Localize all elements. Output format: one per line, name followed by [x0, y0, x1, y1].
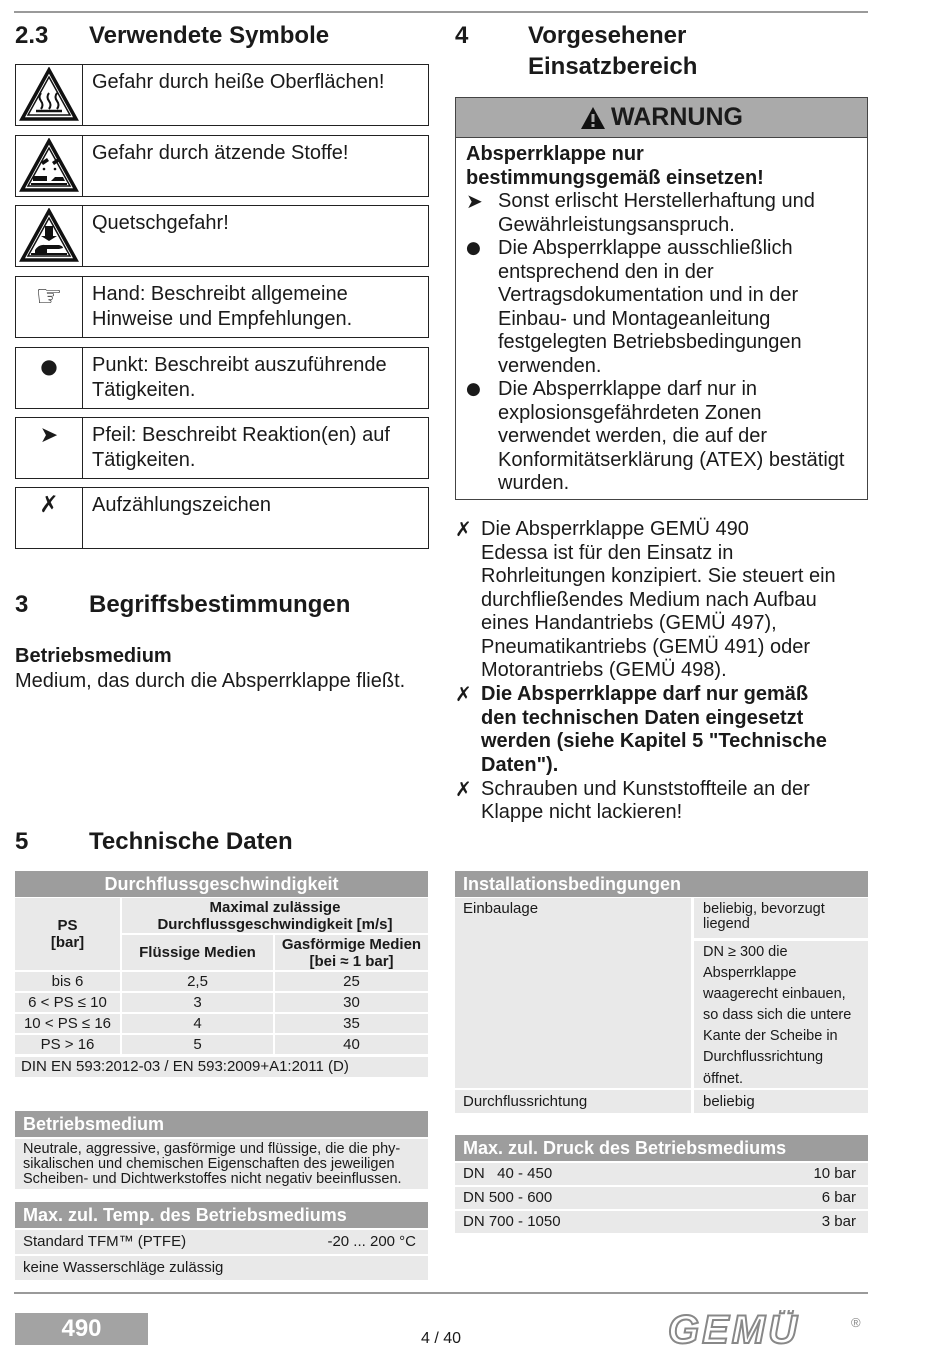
- liquid-header: Flüssige Medien: [122, 935, 273, 970]
- gas-header-line: Gasförmige Medien: [281, 935, 422, 953]
- symbol-label: Hand: Beschreibt allgemeine Hinweise und Empfehlungen.: [92, 283, 353, 330]
- usage-line: Motorantriebs (GEMÜ 498).: [481, 659, 727, 681]
- symbol-row-arrow: [15, 417, 429, 479]
- symbol-label: Gefahr durch heiße Oberflächen!: [92, 71, 385, 93]
- warning-bullet-line: verwendet werden, die auf der: [498, 425, 768, 447]
- install-value-line: so dass sich die untere: [703, 1007, 852, 1024]
- top-rule: [14, 11, 868, 13]
- warning-bullet-line: explosionsgefährdeten Zonen: [498, 401, 762, 424]
- warning-bullet-line: Vertragsdokumentation und in der: [498, 284, 799, 306]
- temp-material: Standard TFM™ (PTFE): [23, 1233, 187, 1250]
- warning-bullet-line: Die Absperrklappe ausschließlich: [498, 237, 793, 259]
- usage-line: Rohrleitungen konzipiert. Sie steuert ein: [481, 565, 836, 587]
- medium-line: sikalischen und chemischen Eigenschaften des jeweiligen: [23, 1156, 395, 1172]
- temp-range: -20 ... 200 °C: [327, 1233, 416, 1250]
- warning-box: [455, 97, 868, 500]
- warning-heading: WARNUNG: [611, 103, 743, 131]
- symbol-row-hand: [15, 276, 429, 338]
- section-title: Begriffsbestimmungen: [89, 591, 351, 618]
- warning-bullet-line: wurden.: [498, 472, 570, 494]
- install-label-direction: Durchflussrichtung: [455, 1090, 691, 1113]
- install-value-line: öffnet.: [703, 1070, 744, 1087]
- symbol-label: Pfeil: Beschreibt Reaktion(en) auf Tätigkeiten.: [92, 424, 390, 471]
- registered-mark: ®: [851, 1315, 861, 1330]
- pressure-dn: DN 500 - 600: [463, 1189, 553, 1206]
- pressure-dn: DN 40 - 450: [463, 1165, 553, 1182]
- term-heading: Betriebsmedium: [15, 645, 172, 667]
- ps-header-unit: [bar]: [50, 934, 85, 951]
- symbol-label: Gefahr durch ätzende Stoffe!: [92, 142, 349, 164]
- usage-line: den technischen Daten eingesetzt: [481, 706, 804, 729]
- flow-cell-liquid: 4: [122, 1014, 273, 1033]
- symbol-row-crush: [15, 205, 429, 267]
- symbol-label: Aufzählungszeichen: [92, 494, 272, 516]
- flow-table-norm: DIN EN 593:2012-03 / EN 593:2009+A1:2011 (D): [15, 1057, 428, 1077]
- symbol-label: Quetschgefahr!: [92, 212, 229, 234]
- install-value-dn300: [694, 941, 868, 1088]
- cross-mark-icon: ✗: [455, 776, 472, 801]
- max-speed-header-line: Durchflussgeschwindigkeit [m/s]: [157, 915, 393, 933]
- install-value-direction: beliebig: [694, 1090, 868, 1113]
- pressure-value: 10 bar: [813, 1165, 856, 1182]
- install-value-line: Absperrklappe: [703, 965, 797, 982]
- usage-line: Edessa ist für den Einsatz in: [481, 541, 734, 564]
- arrow-icon: ➤: [466, 189, 483, 213]
- ps-header: [15, 898, 120, 970]
- pressure-value: 3 bar: [821, 1213, 856, 1230]
- medium-line: Neutrale, aggressive, gasförmige und flüssige, die die phy-: [23, 1141, 401, 1157]
- warning-header: [456, 98, 867, 138]
- warning-bullet-line: festgelegten Betriebsbedingungen: [498, 331, 802, 353]
- symbol-row-point: [15, 347, 429, 409]
- install-value-line: waagerecht einbauen,: [703, 986, 846, 1003]
- pressure-row: [455, 1187, 868, 1209]
- warning-bullet-line: Konformitätserklärung (ATEX) bestätigt: [498, 448, 845, 471]
- cross-mark-icon: ✗: [16, 488, 83, 548]
- install-value-line: Durchflussrichtung: [703, 1049, 824, 1066]
- usage-line: Pneumatikantriebs (GEMÜ 491) oder: [481, 635, 811, 658]
- flow-cell-gas: 30: [275, 993, 428, 1012]
- max-speed-header: [122, 898, 428, 933]
- section-heading-5: [15, 827, 435, 857]
- install-value-mounting: [694, 898, 868, 938]
- install-table-title: Installationsbedingungen: [455, 871, 868, 897]
- flow-cell-liquid: 3: [122, 993, 273, 1012]
- gemu-logo: [668, 1310, 868, 1355]
- gas-header: [275, 935, 428, 970]
- section-heading-2-3: [15, 21, 435, 51]
- bullet-point-icon: ●: [466, 379, 481, 399]
- flow-cell-ps: 10 < PS ≤ 16: [15, 1014, 120, 1033]
- section-title-line: Vorgesehener: [528, 22, 687, 49]
- warning-bullet-line: Die Absperrklappe darf nur in: [498, 378, 758, 400]
- pressure-value: 6 bar: [821, 1189, 856, 1206]
- section-title-line: Einsatzbereich: [528, 53, 698, 80]
- symbol-row-cross: [15, 487, 429, 549]
- usage-line: Klappe nicht lackieren!: [481, 801, 683, 823]
- symbol-row-hot-surface: [15, 64, 429, 126]
- usage-line: eines Handantriebs (GEMÜ 497),: [481, 612, 777, 634]
- cross-mark-icon: ✗: [455, 682, 472, 706]
- install-value-line: DN ≥ 300 die: [703, 944, 788, 960]
- flow-cell-ps: 6 < PS ≤ 10: [15, 993, 120, 1012]
- section-number: 3: [15, 591, 29, 618]
- bottom-rule: [14, 1292, 868, 1294]
- section-number: 4: [455, 22, 469, 49]
- section-title: Verwendete Symbole: [89, 22, 330, 49]
- section-heading-3: [15, 590, 435, 620]
- page-number: 4 / 40: [421, 1330, 462, 1347]
- flow-cell-gas: 40: [275, 1035, 428, 1054]
- install-label-mounting: Einbaulage: [455, 898, 691, 1088]
- pressure-row: [455, 1211, 868, 1233]
- medium-table-title: Betriebsmedium: [15, 1111, 428, 1137]
- medium-line: Scheiben- und Dichtwerkstoffes nicht negativ beeinflussen.: [23, 1171, 402, 1187]
- install-value-line: beliebig, bevorzugt: [703, 901, 825, 917]
- temp-row: [15, 1230, 428, 1254]
- flow-cell-liquid: 2,5: [122, 972, 273, 991]
- max-speed-header-line: Maximal zulässige: [209, 898, 341, 916]
- temp-table-title: Max. zul. Temp. des Betriebsmediums: [15, 1202, 428, 1228]
- warning-arrow-line: Gewährleistungsanspruch.: [498, 213, 735, 236]
- warning-bullet-line: verwenden.: [498, 354, 602, 377]
- symbol-label: Punkt: Beschreibt auszuführende Tätigkeiten.: [92, 354, 387, 401]
- hot-surface-warning-icon: [16, 65, 83, 125]
- usage-line: Die Absperrklappe darf nur gemäß: [481, 683, 809, 705]
- warning-title-line: bestimmungsgemäß einsetzen!: [466, 166, 764, 189]
- bullet-point-icon: ●: [466, 238, 481, 258]
- ps-header-label: PS: [57, 917, 78, 934]
- usage-line: Schrauben und Kunststoffteile an der: [481, 777, 810, 800]
- corrosive-warning-icon: [16, 136, 83, 196]
- usage-line: Die Absperrklappe GEMÜ 490: [481, 518, 749, 540]
- warning-title-line: Absperrklappe nur: [466, 143, 644, 165]
- section-heading-4: [455, 21, 875, 83]
- term-definition: Medium, das durch die Absperrklappe fließt.: [15, 670, 406, 692]
- warning-triangle-icon: [580, 106, 606, 130]
- symbol-row-corrosive: [15, 135, 429, 197]
- usage-line: durchfließendes Medium nach Aufbau: [481, 588, 817, 611]
- usage-line: werden (siehe Kapitel 5 "Technische: [481, 730, 827, 752]
- warning-bullet-line: entsprechend den in der: [498, 260, 714, 283]
- cross-mark-icon: ✗: [455, 517, 472, 541]
- section-title: Technische Daten: [89, 828, 293, 855]
- flow-cell-ps: PS > 16: [15, 1035, 120, 1054]
- warning-arrow-line: Sonst erlischt Herstellerhaftung und: [498, 190, 815, 212]
- install-value-line: liegend: [703, 916, 750, 932]
- pressure-dn: DN 700 - 1050: [463, 1213, 561, 1230]
- pressure-row: [455, 1163, 868, 1185]
- pressure-table-title: Max. zul. Druck des Betriebsmediums: [455, 1135, 868, 1161]
- install-value-line: Kante der Scheibe in: [703, 1028, 838, 1045]
- crush-warning-icon: [16, 206, 83, 266]
- flow-cell-gas: 25: [275, 972, 428, 991]
- hand-pointer-icon: ☞: [16, 277, 83, 337]
- flow-table-title: Durchflussgeschwindigkeit: [15, 871, 428, 897]
- flow-cell-gas: 35: [275, 1014, 428, 1033]
- bullet-point-icon: ●: [16, 348, 83, 408]
- temp-note: keine Wasserschläge zulässig: [15, 1256, 428, 1280]
- warning-bullet-line: Einbau- und Montageanleitung: [498, 307, 771, 330]
- section-number: 2.3: [15, 22, 49, 49]
- flow-cell-ps: bis 6: [15, 972, 120, 991]
- arrow-icon: ➤: [16, 418, 83, 478]
- gas-header-line: [bei ≈ 1 bar]: [309, 952, 394, 970]
- section-number: 5: [15, 828, 29, 855]
- usage-line: Daten").: [481, 753, 559, 776]
- flow-cell-liquid: 5: [122, 1035, 273, 1054]
- logo-text: GEMÜ: [668, 1310, 800, 1350]
- medium-description: [15, 1139, 428, 1189]
- product-badge: 490: [15, 1313, 148, 1345]
